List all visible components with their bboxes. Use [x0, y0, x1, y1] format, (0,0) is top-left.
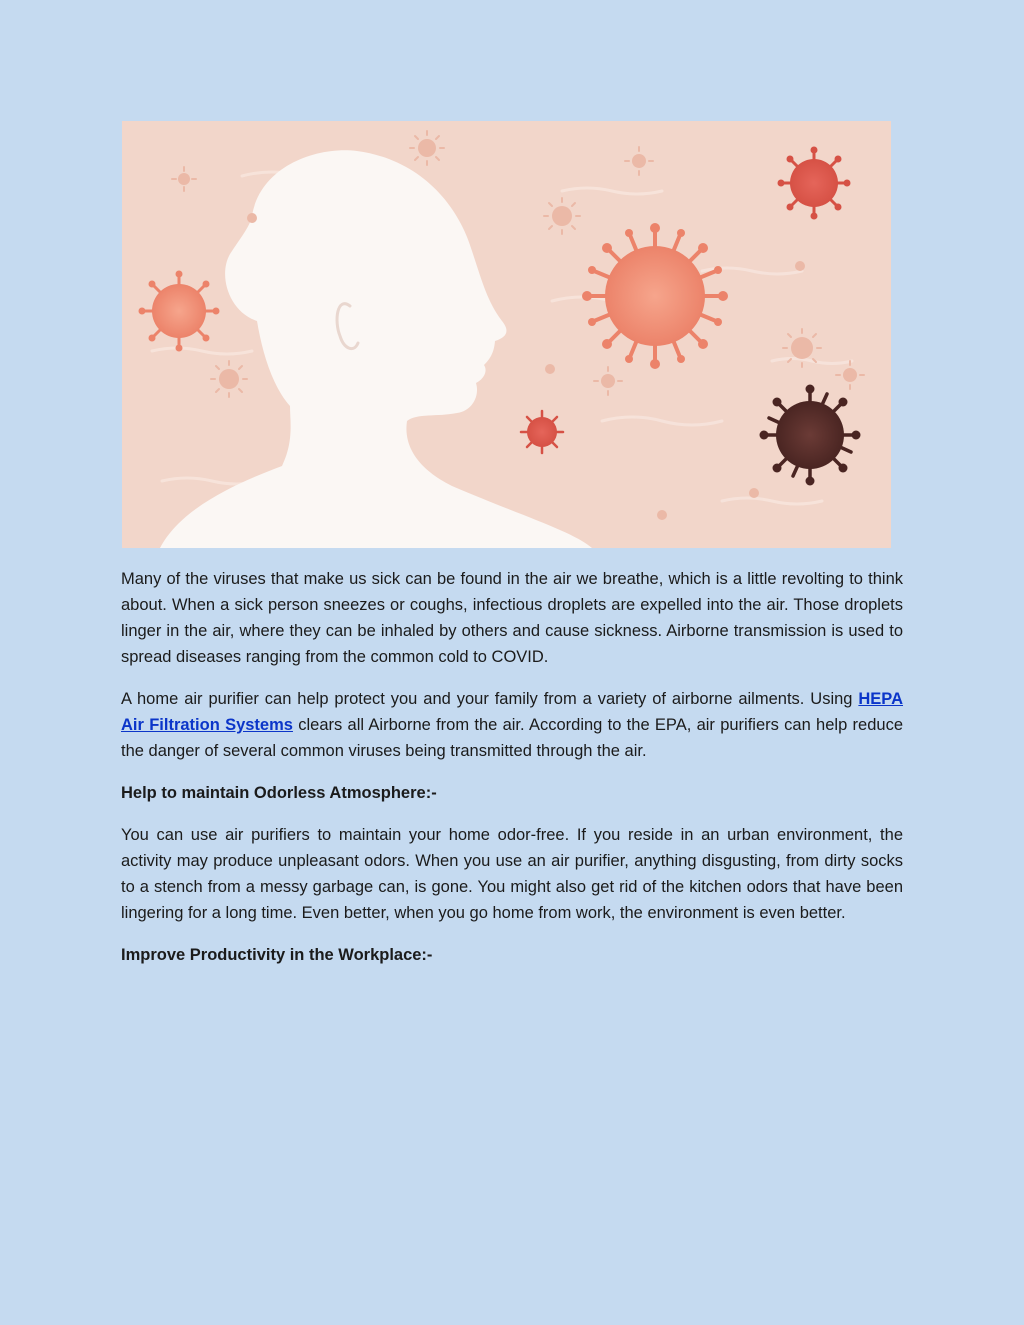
paragraph-odor-free: You can use air purifiers to maintain your home odor-free. If you reside in an urban environment, the activity may produce unpleasant odors. When you use an air purifier, anything disgusting, from dirty socks to a stench from a messy garbage can, is gone. You might also get rid of the kitchen odors that have been lingering for a long time. Even better, when you go home from work, the environment is even better. — [121, 826, 903, 922]
article-body — [121, 566, 903, 984]
airborne-virus-illustration — [122, 121, 891, 548]
paragraph-airborne-viruses: Many of the viruses that make us sick can be found in the air we breathe, which is a little revolting to think about. When a sick person sneezes or coughs, infectious droplets are expelled into the air. Those droplets linger in the air, where they can be inhaled by others and cause sickness. Airborne transmission is used to spread diseases ranging from the common cold to COVID. — [121, 570, 903, 666]
paragraph-air-purifier-text-start: A home air purifier can help protect you and your family from a variety of airborne ailments. Using — [121, 690, 859, 708]
heading-odorless-atmosphere: Help to maintain Odorless Atmosphere:- — [121, 784, 437, 802]
hepa-air-filtration-link[interactable]: HEPA Air Filtration Systems — [121, 690, 903, 734]
paragraph-air-purifier-text-end: clears all Airborne from the air. According to the EPA, air purifiers can help reduce the danger of several common viruses being transmitted through the air. — [121, 716, 903, 760]
paragraph-air-purifier — [121, 686, 903, 764]
heading-workplace-productivity: Improve Productivity in the Workplace:- — [121, 946, 433, 964]
person-breathing-viruses-icon — [122, 121, 891, 548]
